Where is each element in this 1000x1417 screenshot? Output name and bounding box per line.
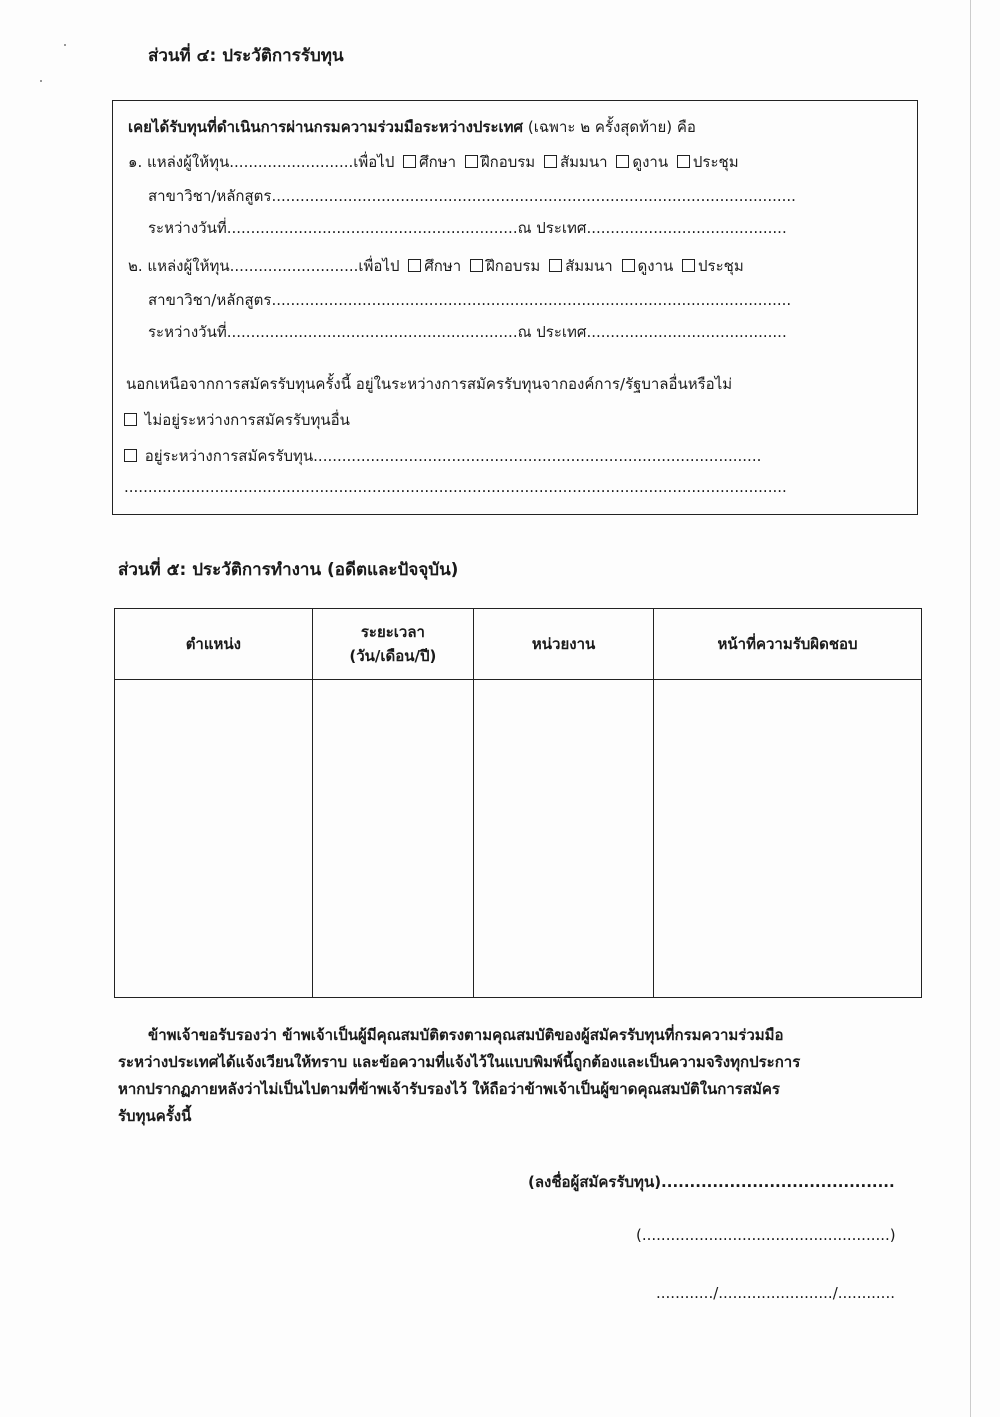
entry-2-option-seminar: สัมมนา	[565, 257, 613, 275]
entry-2-purpose-label: เพื่อไป	[358, 257, 400, 275]
entry-1-checkbox-meeting[interactable]	[677, 155, 690, 168]
entry-2-option-training: ฝึกอบรม	[485, 257, 541, 275]
entry-2-option-study-visit: ดูงาน	[637, 257, 674, 275]
section-4-heading: ส่วนที่ ๔: ประวัติการรับทุน	[148, 46, 344, 66]
entry-2-checkbox-study[interactable]	[408, 259, 421, 272]
entry-1-country-field[interactable]: ณ ประเทศ..........................................	[517, 219, 787, 237]
table-header-row	[115, 609, 922, 680]
entry-1-field-of-study[interactable]: สาขาวิชา/หลักสูตร..............................................................................................................	[148, 187, 796, 205]
applying-checkbox[interactable]	[124, 449, 137, 462]
certification-line: ข้าพเจ้าขอรับรองว่า ข้าพเจ้าเป็นผู้มีคุณสมบัติตรงตามคุณสมบัติของผู้สมัครรับทุนที่กรมความร่วมมือ	[148, 1026, 784, 1044]
certification-line: ระหว่างประเทศได้แจ้งเวียนให้ทราบ และข้อความที่แจ้งไว้ในแบบพิมพ์นี้ถูกต้องและเป็นความจริงทุกประการ	[118, 1053, 801, 1071]
duration-cell[interactable]	[312, 680, 473, 998]
entry-2-country-field[interactable]: ณ ประเทศ..........................................	[517, 323, 787, 341]
entry-1-source-row	[128, 150, 739, 174]
column-header-position: ตำแหน่ง	[115, 609, 313, 680]
entry-2-option-meeting: ประชุม	[698, 257, 744, 275]
work-history-table	[114, 608, 922, 998]
scan-speck	[64, 44, 66, 46]
option-not-applying-row	[124, 408, 350, 432]
column-header-duration: ระยะเวลา (วัน/เดือน/ปี)	[312, 609, 473, 680]
entry-1-option-seminar: สัมมนา	[559, 153, 608, 171]
column-header-responsibilities: หน้าที่ความรับผิดชอบ	[654, 609, 922, 680]
not-applying-checkbox[interactable]	[124, 413, 137, 426]
scan-speck	[40, 80, 42, 82]
scholarship-intro-rest: (เฉพาะ ๒ ครั้งสุดท้าย) คือ	[527, 118, 696, 136]
certification-line: หากปรากฏภายหลังว่าไม่เป็นไปตามที่ข้าพเจ้ารับรองไว้ ให้ถือว่าข้าพเจ้าเป็นผู้ขาดคุณสมบัติในการสมัคร	[118, 1080, 780, 1098]
entry-1-checkbox-study[interactable]	[403, 155, 416, 168]
entry-1-source-field[interactable]: ๑. แหล่งผู้ให้ทุน..........................	[128, 153, 354, 171]
entry-1-period-row	[148, 216, 787, 240]
applying-continuation-line[interactable]: ...........................................................................................................................................	[124, 478, 787, 496]
other-applications-question: นอกเหนือจากการสมัครรับทุนครั้งนี้ อยู่ในระหว่างการสมัครรับทุนจากองค์การ/รัฐบาลอื่นหรือไม่	[126, 375, 733, 393]
scan-edge-line	[970, 0, 971, 1417]
applicant-signature-field[interactable]: (ลงชื่อผู้สมัครรับทุน).........................................	[528, 1173, 895, 1191]
entry-2-source-row	[128, 254, 744, 278]
entry-2-period-field[interactable]: ระหว่างวันที่.............................................................	[148, 323, 518, 341]
entry-2-checkbox-seminar[interactable]	[549, 259, 562, 272]
entry-2-checkbox-study-visit[interactable]	[622, 259, 635, 272]
section-5-heading: ส่วนที่ ๕: ประวัติการทำงาน (อดีตและปัจจุบัน)	[118, 560, 459, 580]
applying-field[interactable]: อยู่ระหว่างการสมัครรับทุน..............................................................................................	[144, 447, 762, 465]
entry-1-option-study-visit: ดูงาน	[632, 153, 669, 171]
entry-1-checkbox-seminar[interactable]	[544, 155, 557, 168]
certification-line: รับทุนครั้งนี้	[118, 1107, 192, 1125]
entry-2-checkbox-meeting[interactable]	[682, 259, 695, 272]
certification-paragraph	[118, 1022, 908, 1130]
not-applying-label: ไม่อยู่ระหว่างการสมัครรับทุนอื่น	[144, 411, 350, 429]
entry-1-option-training: ฝึกอบรม	[480, 153, 536, 171]
table-row	[115, 680, 922, 998]
entry-2-field-of-study[interactable]: สาขาวิชา/หลักสูตร.............................................................................................................	[148, 291, 792, 309]
entry-1-option-study: ศึกษา	[419, 153, 457, 171]
option-applying-row	[124, 444, 761, 468]
entry-1-purpose-label: เพื่อไป	[353, 153, 395, 171]
entry-1-checkbox-study-visit[interactable]	[616, 155, 629, 168]
entry-2-option-study: ศึกษา	[424, 257, 462, 275]
scholarship-intro	[128, 115, 696, 139]
signature-date-field[interactable]: ............/......................../............	[656, 1284, 895, 1302]
position-cell[interactable]	[115, 680, 313, 998]
column-header-organization: หน่วยงาน	[474, 609, 654, 680]
organization-cell[interactable]	[474, 680, 654, 998]
entry-2-source-field[interactable]: ๒. แหล่งผู้ให้ทุน...........................	[128, 257, 359, 275]
entry-2-checkbox-training[interactable]	[470, 259, 483, 272]
entry-1-option-meeting: ประชุม	[692, 153, 739, 171]
entry-1-checkbox-training[interactable]	[465, 155, 478, 168]
applicant-name-field[interactable]: (....................................................)	[636, 1226, 896, 1244]
scholarship-intro-bold: เคยได้รับทุนที่ดำเนินการผ่านกรมความร่วมมือระหว่างประเทศ	[128, 118, 524, 136]
entry-1-period-field[interactable]: ระหว่างวันที่.............................................................	[148, 219, 518, 237]
entry-2-period-row	[148, 320, 787, 344]
responsibilities-cell[interactable]	[654, 680, 922, 998]
